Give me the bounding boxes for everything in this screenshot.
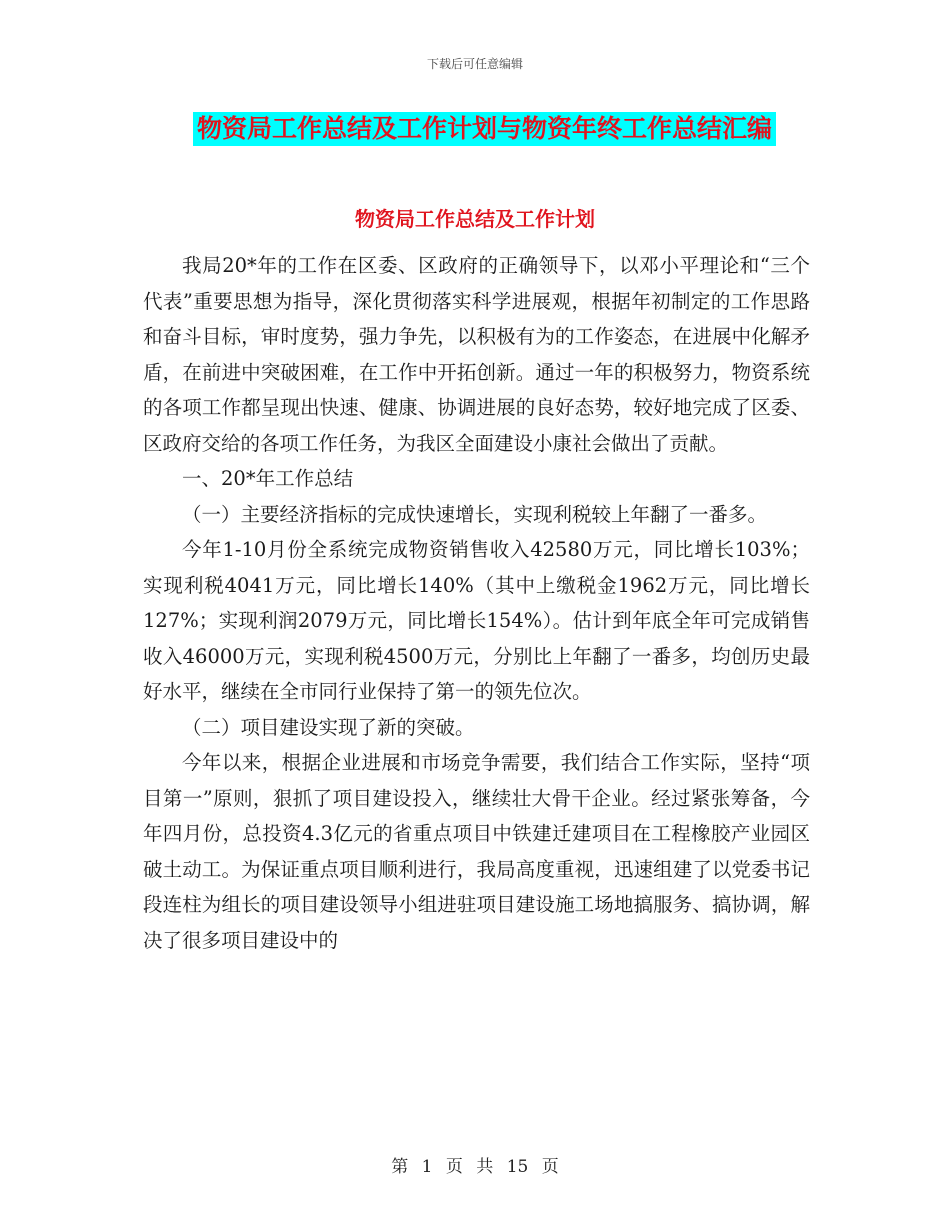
paragraph-projects: 今年以来，根据企业进展和市场竞争需要，我们结合工作实际，坚持“项目第一”原则，狠抓了项目建设投入，继续壮大骨干企业。经过紧张筹备，今年四月份，总投资4.3亿元的省重点项目中铁建迁建项目在工程橡胶产业园区破土动工。为保证重点项目顺利进行，我局高度重视，迅速组建了以党委书记段连柱为组长的项目建设领导小组进驻项目建设施工场地搞服务、搞协调，解决了很多项目建设中的 <box>143 751 810 952</box>
heading-summary: 一、20*年工作总结 <box>182 467 354 490</box>
page-number: 1 <box>421 1157 433 1177</box>
subheading-project-construction: （二）项目建设实现了新的突破。 <box>182 715 475 739</box>
document-body <box>143 248 810 958</box>
document-title: 物资局工作总结及工作计划与物资年终工作总结汇编 <box>193 112 776 146</box>
total-pages: 15 <box>506 1157 529 1177</box>
footer-prefix: 第 <box>391 1157 409 1177</box>
page-footer <box>0 1152 950 1177</box>
section-title: 物资局工作总结及工作计划 <box>355 207 595 231</box>
paragraph-figures: 今年1-10月份全系统完成物资销售收入42580万元，同比增长103%；实现利税4041万元，同比增长140%（其中上缴税金1962万元，同比增长127%；实现利润2079万元，同比增长154%）。估计到年底全年可完成销售收入46000万元，实现利税4500万元，分别比上年翻了一番多，均创历史最好水平，继续在全市同行业保持了第一的领先位次。 <box>143 538 810 703</box>
footer-total-word: 共 <box>476 1157 494 1177</box>
footer-suffix: 页 <box>541 1157 559 1177</box>
paragraph-intro: 我局20*年的工作在区委、区政府的正确领导下，以邓小平理论和“三个代表”重要思想为指导，深化贯彻落实科学进展观，根据年初制定的工作思路和奋斗目标，审时度势，强力争先，以积极有为的工作姿态，在进展中化解矛盾，在前进中突破困难，在工作中开拓创新。通过一年的积极努力，物资系统的各项工作都呈现出快速、健康、协调进展的良好态势，较好地完成了区委、区政府交给的各项工作任务，为我区全面建设小康社会做出了贡献。 <box>143 254 810 455</box>
subheading-economic-indicators: （一）主要经济指标的完成快速增长，实现利税较上年翻了一番多。 <box>182 502 768 526</box>
header-note: 下载后可任意编辑 <box>426 57 523 71</box>
footer-page-word: 页 <box>445 1157 463 1177</box>
